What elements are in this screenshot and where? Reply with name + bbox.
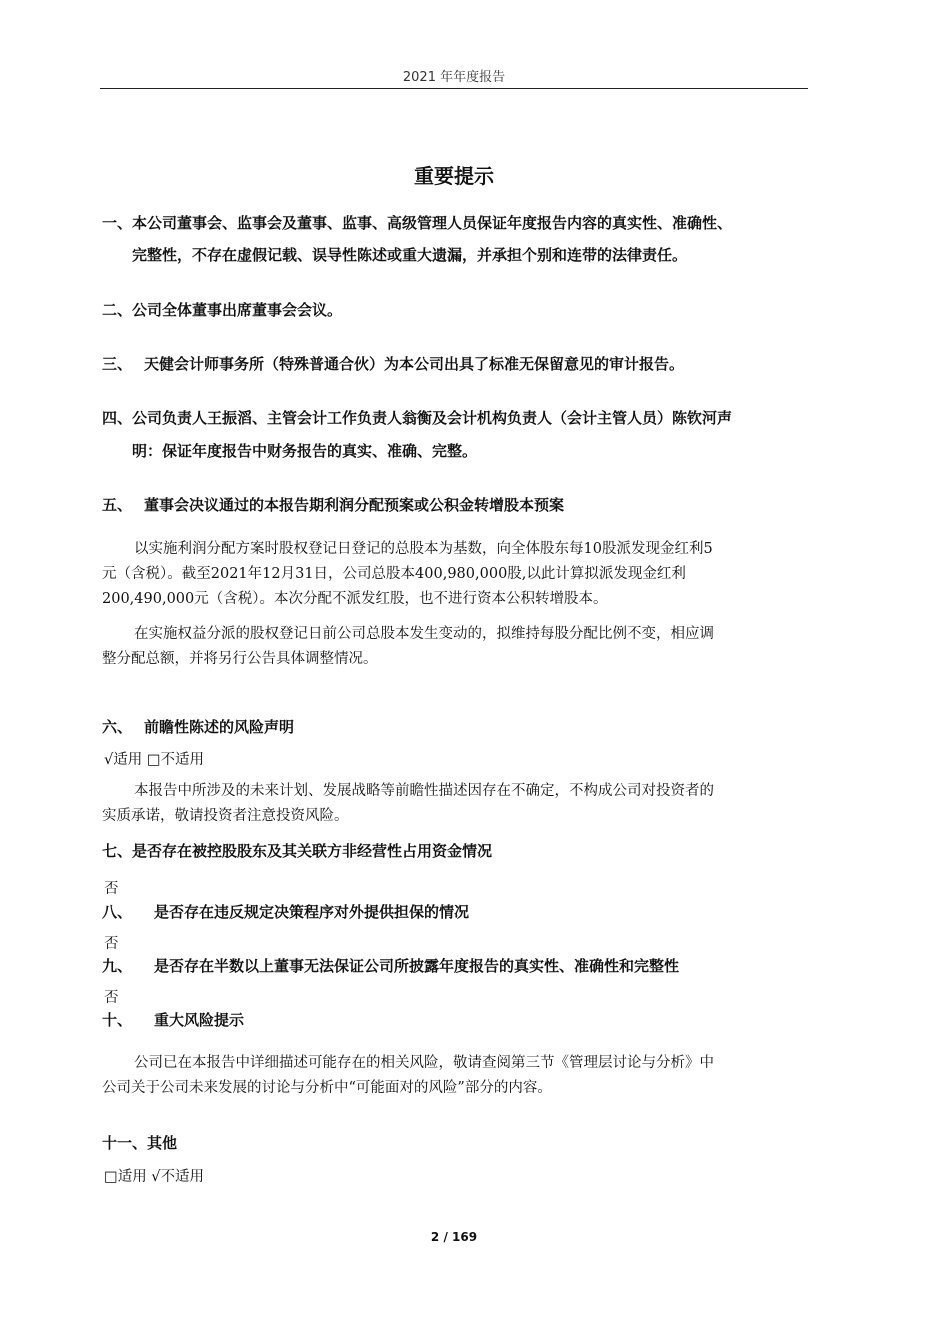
risk-paragraph-line1: 公司已在本报告中详细描述可能存在的相关风险，敬请查阅第三节《管理层讨论与分析》中 xyxy=(134,1055,714,1071)
item-four-line1: 四、公司负责人王振滔、主管会计工作负责人翁衡及会计机构负责人（会计主管人员）陈钦河声 xyxy=(102,409,733,427)
dividend-paragraph-line2: 元（含税）。截至2021年12月31日，公司总股本400,980,000股,以此计算拟派发现金红利 xyxy=(102,566,686,582)
item-nine-number: 九、 xyxy=(102,957,133,975)
item-six-heading: 前瞻性陈述的风险声明 xyxy=(144,718,295,736)
item-seven: 七、是否存在被控股股东及其关联方非经营性占用资金情况 xyxy=(102,842,493,860)
item-eight-answer: 否 xyxy=(104,936,119,952)
forward-looking-paragraph-line2: 实质承诺，敬请投资者注意投资风险。 xyxy=(102,808,349,824)
item-one-line1: 一、本公司董事会、监事会及董事、监事、高级管理人员保证年度报告内容的真实性、准确性、 xyxy=(102,214,733,232)
item-nine-heading: 是否存在半数以上董事无法保证公司所披露年度报告的真实性、准确性和完整性 xyxy=(154,957,680,975)
share-change-paragraph-line2: 整分配总额，并将另行公告具体调整情况。 xyxy=(102,651,378,667)
item-three-text: 天健会计师事务所（特殊普通合伙）为本公司出具了标准无保留意见的审计报告。 xyxy=(144,355,685,373)
forward-looking-paragraph-line1: 本报告中所涉及的未来计划、发展战略等前瞻性描述因存在不确定，不构成公司对投资者的 xyxy=(134,783,714,799)
item-ten-number: 十、 xyxy=(102,1011,133,1029)
item-eleven: 十一、其他 xyxy=(102,1134,178,1152)
item-two: 二、公司全体董事出席董事会会议。 xyxy=(102,301,343,319)
item-eight-heading: 是否存在违反规定决策程序对外提供担保的情况 xyxy=(154,903,470,921)
header-divider xyxy=(100,88,808,89)
item-one-line2: 完整性，不存在虚假记载、误导性陈述或重大遗漏，并承担个别和连带的法律责任。 xyxy=(132,246,688,264)
page-title: 重要提示 xyxy=(414,164,494,188)
item-eleven-applicability: □适用 √不适用 xyxy=(104,1169,205,1185)
item-three-number: 三、 xyxy=(102,355,133,373)
item-eight-number: 八、 xyxy=(102,903,133,921)
item-six-number: 六、 xyxy=(102,718,133,736)
item-seven-answer: 否 xyxy=(104,881,119,897)
risk-paragraph-line2: 公司关于公司未来发展的讨论与分析中“可能面对的风险”部分的内容。 xyxy=(102,1080,552,1096)
item-nine-answer: 否 xyxy=(104,990,119,1006)
item-four-line2: 明：保证年度报告中财务报告的真实、准确、完整。 xyxy=(132,442,478,460)
item-six-applicability: √适用 □不适用 xyxy=(104,752,205,768)
page-number: 2 / 169 xyxy=(430,1230,478,1244)
item-five-number: 五、 xyxy=(102,496,133,514)
running-header: 2021 年年度报告 xyxy=(402,70,506,85)
dividend-paragraph-line1: 以实施利润分配方案时股权登记日登记的总股本为基数，向全体股东每10股派发现金红利5 xyxy=(134,541,713,557)
share-change-paragraph-line1: 在实施权益分派的股权登记日前公司总股本发生变动的，拟维持每股分配比例不变，相应调 xyxy=(134,626,714,642)
item-ten-heading: 重大风险提示 xyxy=(154,1011,245,1029)
dividend-paragraph-line3: 200,490,000元（含税）。本次分配不派发红股，也不进行资本公积转增股本。 xyxy=(102,591,608,607)
item-five-heading: 董事会决议通过的本报告期利润分配预案或公积金转增股本预案 xyxy=(144,496,565,514)
